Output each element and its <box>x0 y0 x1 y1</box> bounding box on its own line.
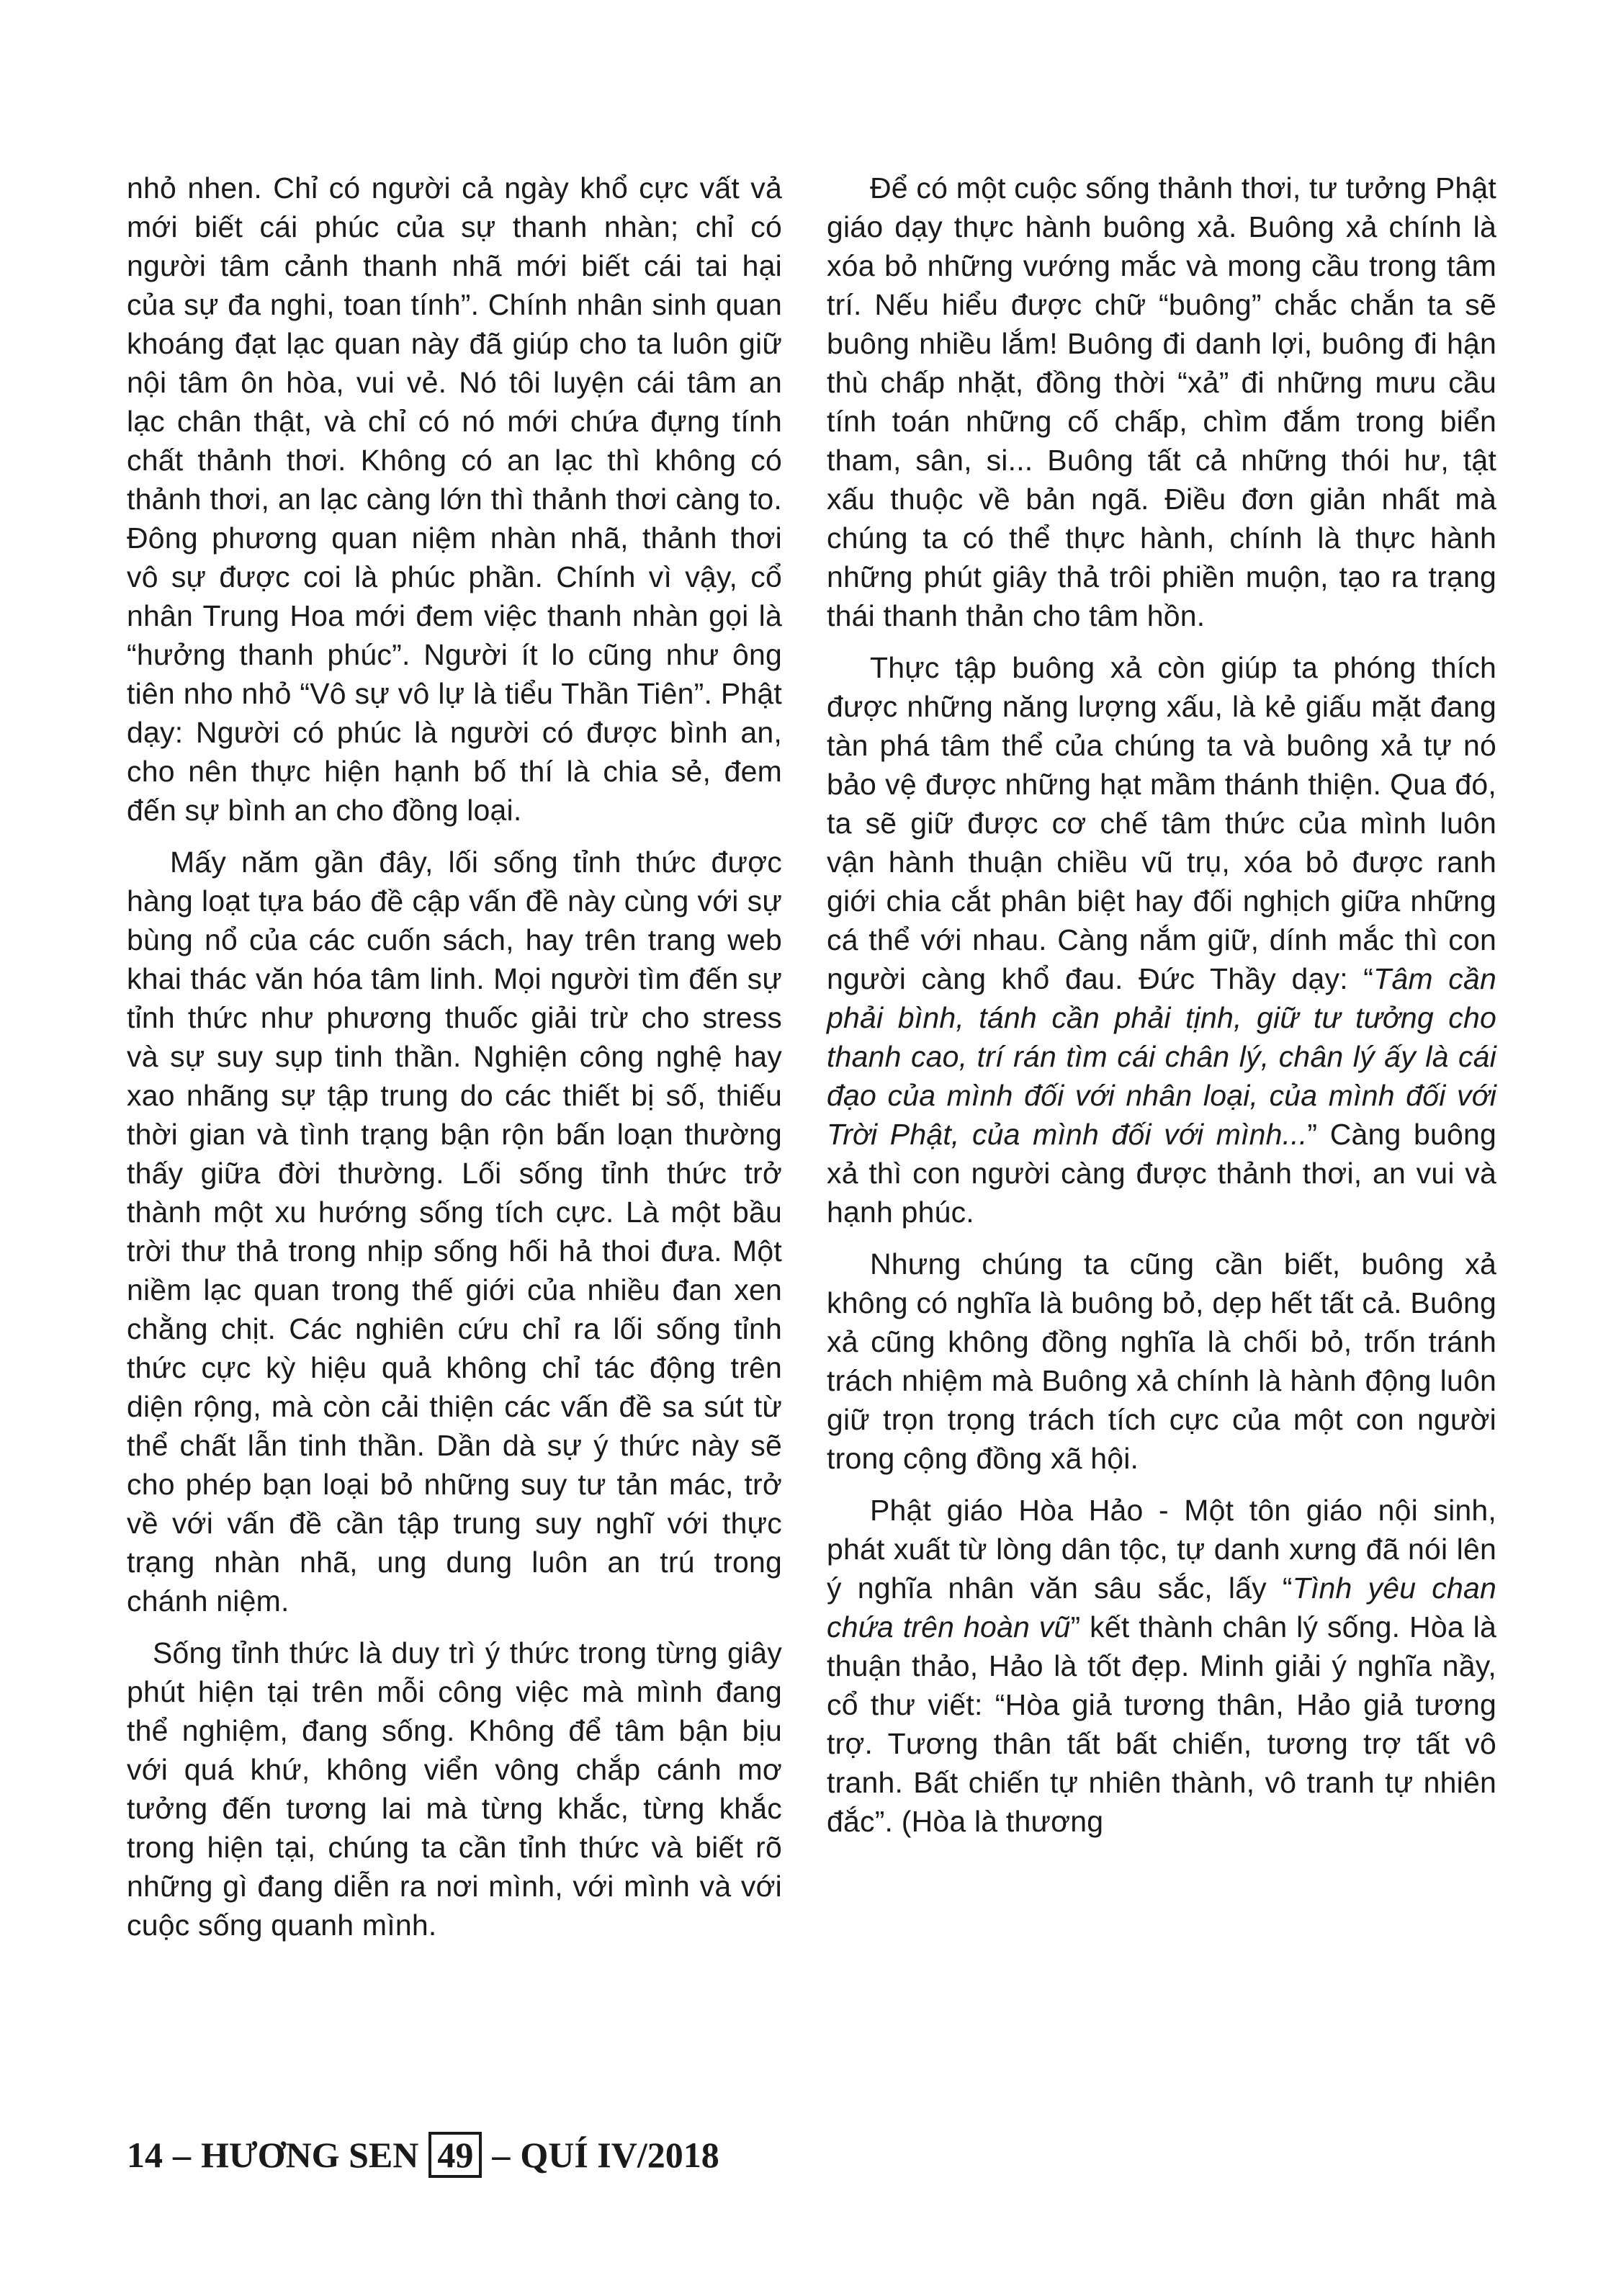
issue-number-box: 49 <box>428 2132 482 2178</box>
left-paragraph-1: nhỏ nhen. Chỉ có người cả ngày khổ cực vất vả mới biết cái phúc của sự thanh nhàn; chỉ có người tâm cảnh thanh nhã mới biết cái tai hại của sự đa nghi, toan tính”. Chính nhân sinh quan khoáng đạt lạc quan này đã giúp cho ta luôn giữ nội tâm ôn hòa, vui vẻ. Nó tôi luyện cái tâm an lạc chân thật, và chỉ có nó mới chứa đựng tính chất thảnh thơi. Không có an lạc thì không có thảnh thơi, an lạc càng lớn thì thảnh thơi càng to. Đông phương quan niệm nhàn nhã, thảnh thơi vô sự được coi là phúc phần. Chính vì vậy, cổ nhân Trung Hoa mới đem việc thanh nhàn gọi là “hưởng thanh phúc”. Người ít lo cũng như ông tiên nho nhỏ “Vô sự vô lự là tiểu Thần Tiên”. Phật dạy: Người có phúc là người có được bình an, cho nên thực hiện hạnh bố thí là chia sẻ, đem đến sự bình an cho đồng loại. <box>127 171 782 827</box>
right-paragraph-4 <box>827 1491 1496 1841</box>
page-footer <box>127 2132 719 2178</box>
magazine-title: HƯƠNG SEN <box>201 2135 419 2175</box>
right-paragraph-2-quote: Tâm cần phải bình, tánh cần phải tịnh, giữ tư tưởng cho thanh cao, trí rán tìm cái chân lý, chân lý ấy là cái đạo của mình đối với nhân loại, của mình đối với Trời Phật, của mình đối với mình... <box>827 962 1496 1151</box>
right-paragraph-3: Nhưng chúng ta cũng cần biết, buông xả không có nghĩa là buông bỏ, dẹp hết tất cả. Buông xả cũng không đồng nghĩa là chối bỏ, trốn tránh trách nhiệm mà Buông xả chính là hành động luôn giữ trọn trọng trách tích cực của một con người trong cộng đồng xã hội. <box>827 1247 1496 1475</box>
footer-dash-1: – <box>173 2135 191 2175</box>
right-paragraph-2 <box>827 648 1496 1232</box>
page-number: 14 <box>127 2135 163 2175</box>
right-paragraph-4-end: ” kết thành chân lý sống. Hòa là thuận thảo, Hảo là tốt đẹp. Minh giải ý nghĩa nầy, cổ thư viết: “Hòa giả tương thân, Hảo giả tương trợ. Tương thân tất bất chiến, tương trợ tất vô tranh. Bất chiến tự nhiên thành, vô tranh tự nhiên đắc”. (Hòa là thương <box>827 1610 1496 1838</box>
footer-dash-2: – <box>492 2135 511 2175</box>
left-column <box>127 169 782 1958</box>
left-paragraph-3: Sống tỉnh thức là duy trì ý thức trong từng giây phút hiện tại trên mỗi công việc mà mình đang thể nghiệm, đang sống. Không để tâm bận bịu với quá khứ, không viển vông chắp cánh mơ tưởng đến tương lai mà từng khắc, từng khắc trong hiện tại, chúng ta cần tỉnh thức và biết rõ những gì đang diễn ra nơi mình, với mình và với cuộc sống quanh mình. <box>127 1636 782 1942</box>
left-paragraph-2: Mấy năm gần đây, lối sống tỉnh thức được hàng loạt tựa báo đề cập vấn đề này cùng với sự bùng nổ của các cuốn sách, hay trên trang web khai thác văn hóa tâm linh. Mọi người tìm đến sự tỉnh thức như phương thuốc giải trừ cho stress và sự suy sụp tinh thần. Nghiện công nghệ hay xao nhãng sự tập trung do các thiết bị số, thiếu thời gian và tình trạng bận rộn bấn loạn thường thấy giữa đời thường. Lối sống tỉnh thức trở thành một xu hướng sống tích cực. Là một bầu trời thư thả trong nhịp sống hối hả thoi đưa. Một niềm lạc quan trong thế giới của nhiều đan xen chằng chịt. Các nghiên cứu chỉ ra lối sống tỉnh thức cực kỳ hiệu quả không chỉ tác động trên diện rộng, mà còn cải thiện các vấn đề sa sút từ thể chất lẫn tinh thần. Dần dà sự ý thức này sẽ cho phép bạn loại bỏ những suy tư tản mác, trở về với vấn đề cần tập trung suy nghĩ với thực trạng nhàn nhã, ung dung luôn an trú trong chánh niệm. <box>127 846 782 1618</box>
right-paragraph-1: Để có một cuộc sống thảnh thơi, tư tưởng Phật giáo dạy thực hành buông xả. Buông xả chính là xóa bỏ những vướng mắc và mong cầu trong tâm trí. Nếu hiểu được chữ “buông” chắc chắn ta sẽ buông nhiều lắm! Buông đi danh lợi, buông đi hận thù chấp nhặt, đồng thời “xả” đi những mưu cầu tính toán những cố chấp, chìm đắm trong biển tham, sân, si... Buông tất cả những thói hư, tật xấu thuộc về bản ngã. Điều đơn giản nhất mà chúng ta có thể thực hành, chính là thực hành những phút giây thả trôi phiền muộn, tạo ra trạng thái thanh thản cho tâm hồn. <box>827 171 1496 632</box>
right-paragraph-4-quote: Tình yêu chan chứa trên hoàn vũ <box>827 1571 1496 1643</box>
right-paragraph-2-end: ” Càng buông xả thì con người càng được thảnh thơi, an vui và hạnh phúc. <box>827 1118 1496 1229</box>
right-paragraph-4-start: Phật giáo Hòa Hảo - Một tôn giáo nội sinh, phát xuất từ lòng dân tộc, tự danh xưng đã nói lên ý nghĩa nhân văn sâu sắc, lấy “ <box>827 1494 1496 1605</box>
right-column <box>827 169 1496 1854</box>
issue-period: QUÍ IV/2018 <box>520 2135 719 2175</box>
right-paragraph-2-start: Thực tập buông xả còn giúp ta phóng thích được những năng lượng xấu, là kẻ giấu mặt đang tàn phá tâm thể của chúng ta và buông xả tự nó bảo vệ được những hạt mầm thánh thiện. Qua đó, ta sẽ giữ được cơ chế tâm thức của mình luôn vận hành thuận chiều vũ trụ, xóa bỏ được ranh giới chia cắt phân biệt hay đối nghịch giữa những cá thể với nhau. Càng nắm giữ, dính mắc thì con người càng khổ đau. Đức Thầy dạy: “ <box>827 651 1496 995</box>
